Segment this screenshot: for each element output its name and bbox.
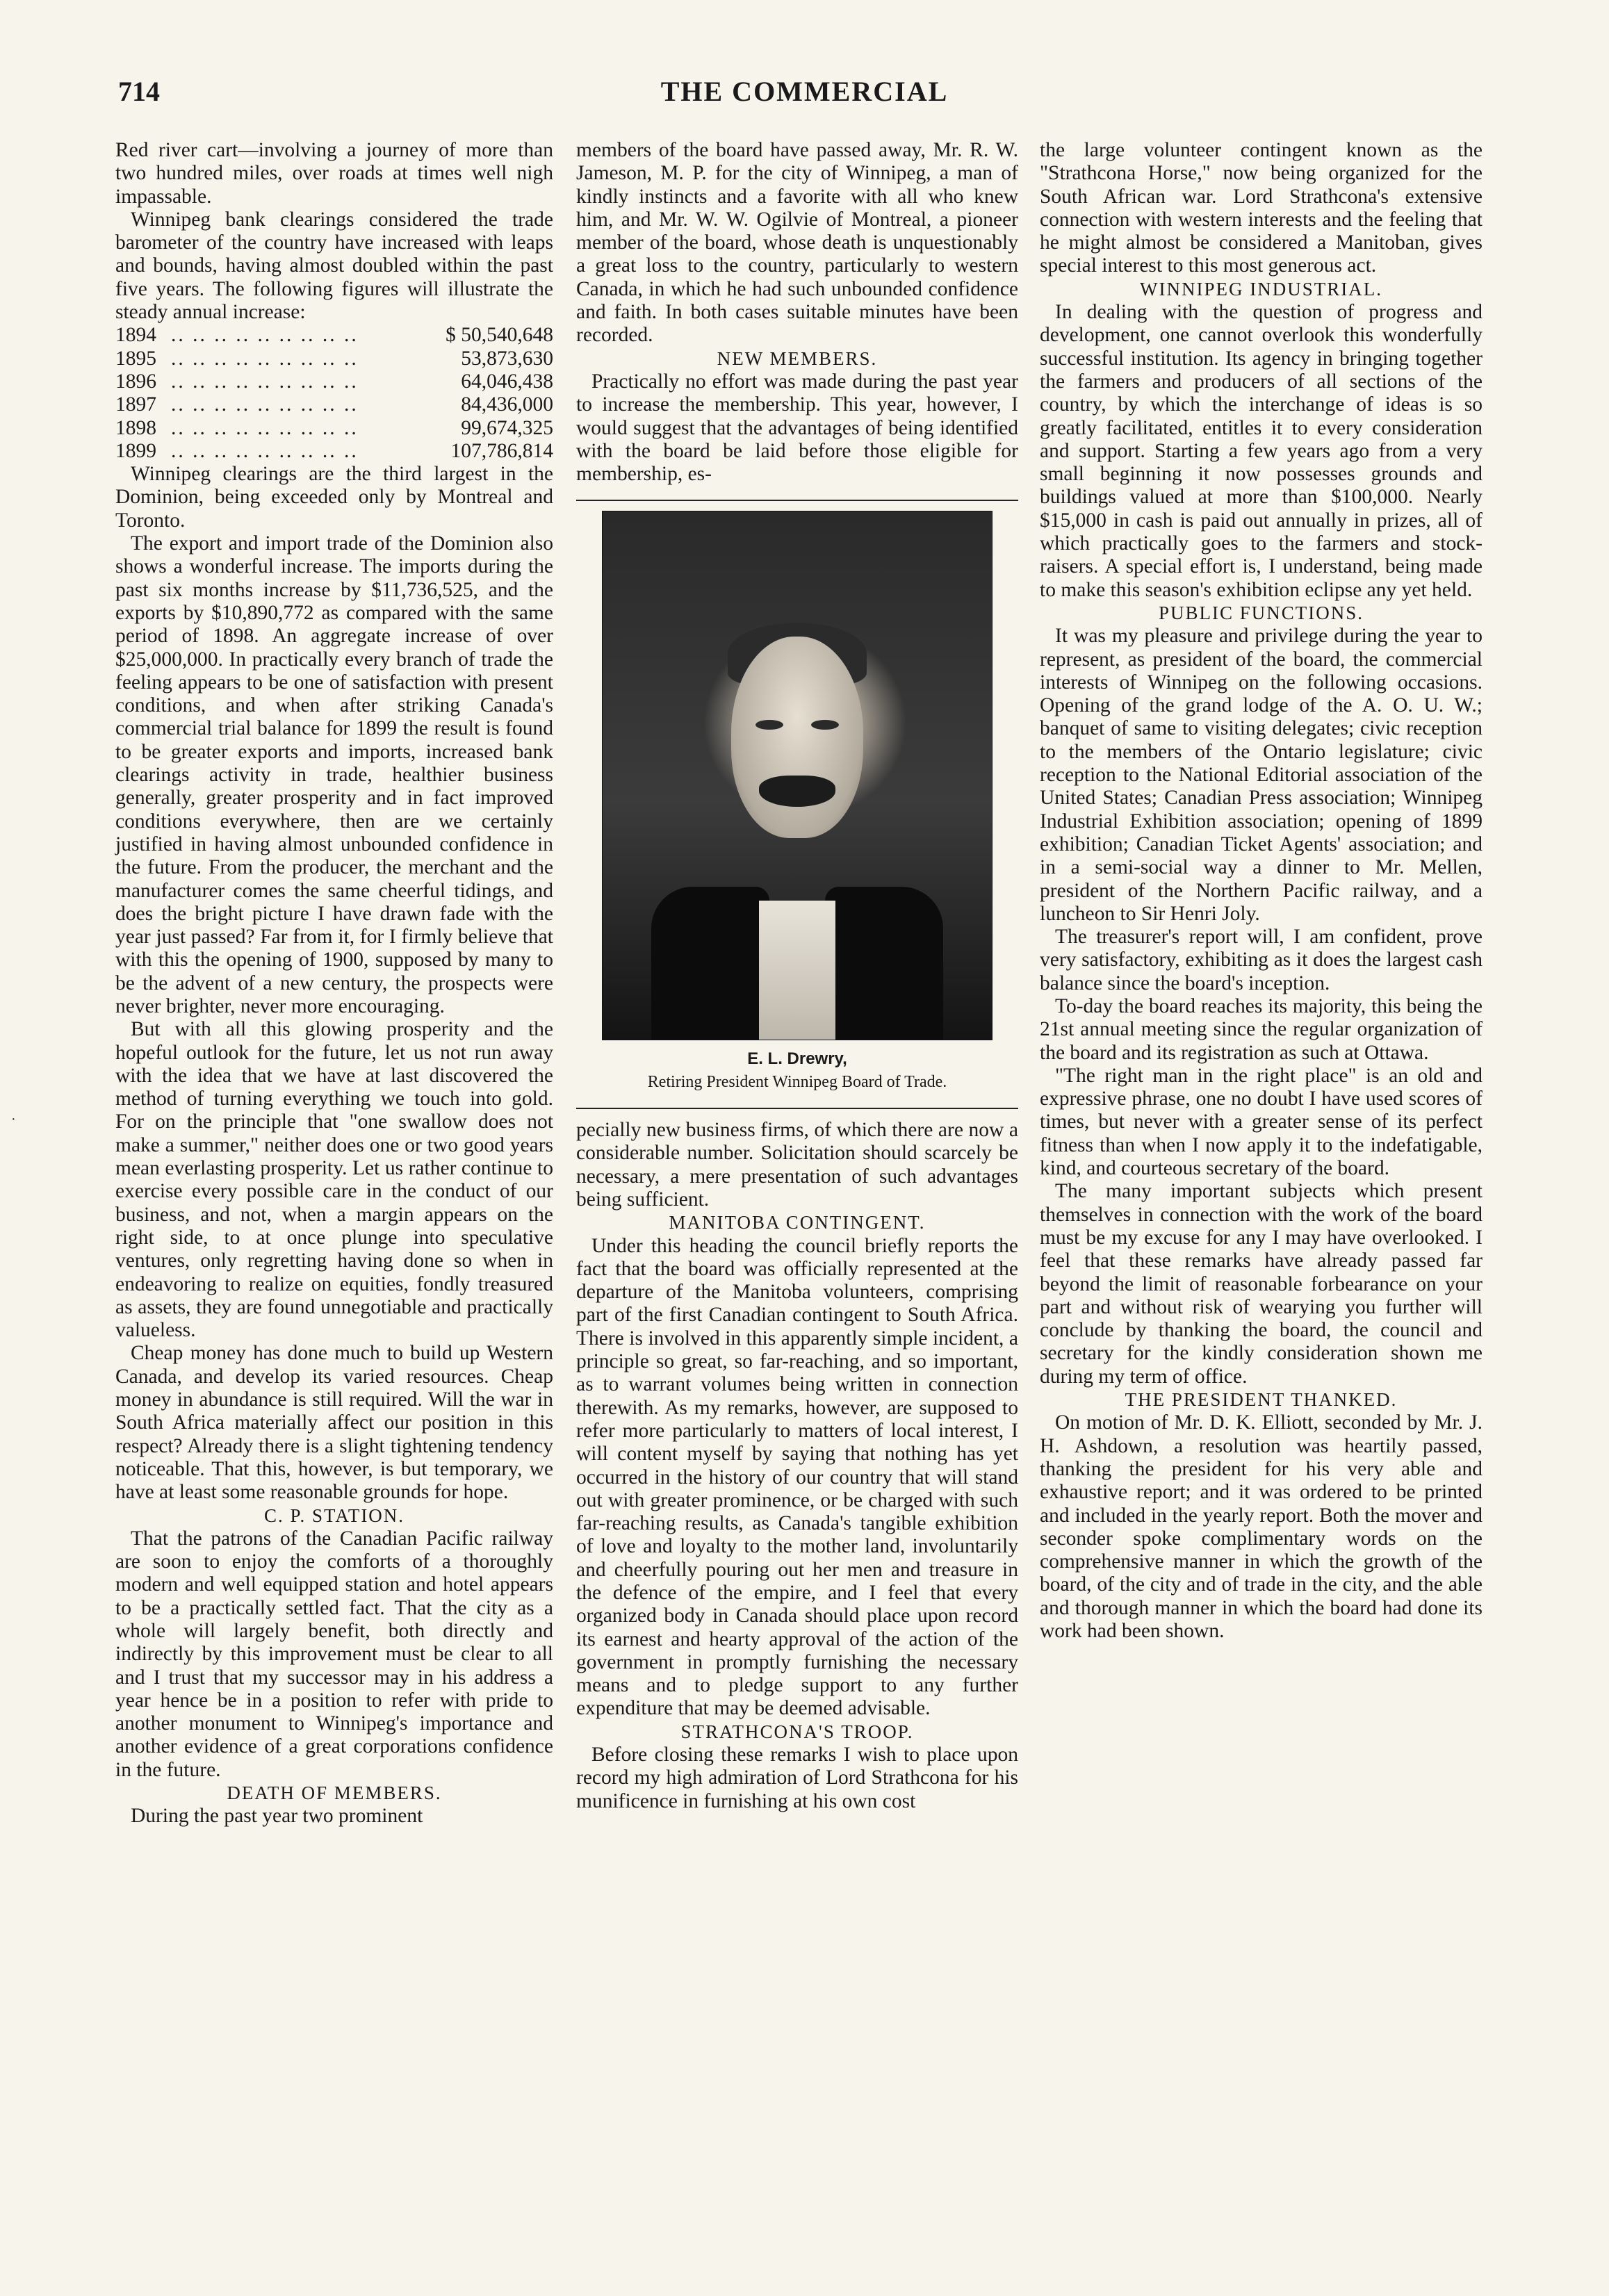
masthead-title: THE COMMERCIAL: [660, 76, 949, 107]
amount-cell: $ 50,540,648: [446, 324, 553, 347]
paragraph: That the patrons of the Canadian Pacific railway are soon to enjoy the comforts of a thoroughly modern and well equipped station and hotel appears to be a practically settled fact. That the city as a whole will largely benefit, both directly and indirectly by this improvement must be clear to all and I trust that my successor may in his address a year hence be in a position to refer with pride to another monument to Winnipeg's importance and another evidence of a great corporations confidence in the future.: [115, 1527, 553, 1781]
paragraph: Winnipeg bank clearings considered the trade barometer of the country have increased with leaps and bounds, having almost doubled within the past five years. The following figures will illustrate the steady annual increase:: [115, 208, 553, 324]
divider: [576, 1108, 1018, 1109]
paragraph: Practically no effort was made during the past year to increase the membership. This year, however, I would suggest that the advantages of being identified with the board be laid before those eligible for membership, es-: [576, 370, 1018, 486]
column-2: [576, 139, 1018, 1813]
paragraph: pecially new business firms, of which there are now a considerable number. Solicitation should scarcely be necessary, a mere presentation of such advantages being sufficient.: [576, 1119, 1018, 1211]
divider: [576, 500, 1018, 501]
year-cell: 1894: [115, 324, 156, 347]
year-cell: 1899: [115, 439, 156, 462]
caption-name: E. L. Drewry,: [747, 1049, 847, 1069]
year-cell: 1898: [115, 416, 156, 439]
paragraph: But with all this glowing prosperity and the hopeful outlook for the future, let us not run away with the idea that we have at last discovered the method of turning everything we touch into gold. For on the principle that "one swallow does not make a summer," neither does one or two good years mean everlasting prosperity. Let us rather continue to exercise every possible care in the conduct of our business, and not, when a margin appears on the right side, to at once plunge into speculative ventures, only regretting having done so when in endeavoring to realize on equities, fondly treasured as assets, they are found unnegotiable and practically valueless.: [115, 1018, 553, 1342]
amount-cell: 84,436,000: [461, 393, 553, 416]
paragraph: It was my pleasure and privilege during the year to represent, as president of the board, the commercial interests of Winnipeg on the following occasions. Opening of the grand lodge of the A. O. U. W.; banquet of same to visiting delegates; civic reception to the members of the Ontario legislature; civic reception to the National Editorial association of the United States; Canadian Press association; Winnipeg Industrial Exhibition association; opening of 1899 exhibition; Canadian Ticket Agents' association; and in a semi-social way a dinner to Mr. Mellen, president of the Northern Pacific railway, and a luncheon to Sir Henri Joly.: [1040, 625, 1483, 925]
column-1: [115, 139, 553, 1828]
section-heading: THE PRESIDENT THANKED.: [1125, 1389, 1398, 1411]
year-cell: 1897: [115, 393, 156, 416]
amount-cell: 107,786,814: [450, 439, 553, 462]
paragraph: The treasurer's report will, I am confident, prove very satisfactory, exhibiting as it does the largest cash balance since the board's inception.: [1040, 926, 1483, 994]
amount-cell: 53,873,630: [461, 347, 553, 370]
amount-cell: 99,674,325: [461, 416, 553, 439]
paragraph: Red river cart—involving a journey of more than two hundred miles, over roads at times well nigh impassable.: [115, 139, 553, 208]
column-3: [1040, 139, 1483, 1643]
section-heading: WINNIPEG INDUSTRIAL.: [1140, 278, 1382, 300]
paragraph: On motion of Mr. D. K. Elliott, seconded by Mr. J. H. Ashdown, a resolution was heartily passed, thanking the president for his very able and exhaustive report; and it was ordered to be printed and included in the yearly report. Both the mover and seconder spoke complimentary words on the comprehensive manner in which the growth of the board, of the city and of trade in the city, and the able and thorough manner in which the board had done its work had been shown.: [1040, 1411, 1483, 1642]
margin-mark: ·: [11, 1112, 16, 1127]
year-cell: 1896: [115, 370, 156, 393]
paragraph: members of the board have passed away, Mr. R. W. Jameson, M. P. for the city of Winnipeg, a man of kindly instincts and a favorite with all who knew him, and Mr. W. W. Ogilvie of Montreal, a pioneer member of the board, whose death is unquestionably a great loss to the country, particularly to western Canada, in which he had such unbounded confidence and faith. In both cases suitable minutes have been recorded.: [576, 139, 1018, 347]
section-heading: MANITOBA CONTINGENT.: [669, 1212, 926, 1233]
paragraph: the large volunteer contingent known as the "Strathcona Horse," now being organized for the South African war. Lord Strathcona's extensive connection with western interests and the feeling that he might almost be considered a Manitoban, gives special interest to this most generous act.: [1040, 139, 1483, 277]
table-row: 1895 .. .. .. .. .. .. .. .. .. 53,873,630: [115, 347, 553, 370]
section-heading: C. P. STATION.: [263, 1504, 405, 1526]
year-cell: 1895: [115, 347, 156, 370]
paragraph: Before closing these remarks I wish to place upon record my high admiration of Lord Strathcona for his munificence in furnishing at his own cost: [576, 1744, 1018, 1812]
paragraph: Cheap money has done much to build up Western Canada, and develop its varied resources. Cheap money in abundance is still required. Will the war in South Africa materially affect our position in this respect? Already there is a slight tightening tendency noticeable. That this, however, is but temporary, we have at least some reasonable grounds for hope.: [115, 1342, 553, 1504]
table-row: 1899 .. .. .. .. .. .. .. .. .. 107,786,814: [115, 439, 553, 462]
paragraph: To-day the board reaches its majority, this being the 21st annual meeting since the regular organization of the board and its registration as such at Ottawa.: [1040, 994, 1483, 1064]
page-header: [97, 75, 1512, 124]
paragraph: The many important subjects which present themselves in connection with the work of the board must be my excuse for any I may have overlooked. I feel that these remarks have already passed far beyond the limit of reasonable forbearance on your part and without risk of wearying you further will conclude by thanking the board, the council and secretary for the kindly consideration shown me during my term of office.: [1040, 1180, 1483, 1388]
section-heading: PUBLIC FUNCTIONS.: [1158, 602, 1364, 623]
table-row: 1896 .. .. .. .. .. .. .. .. .. 64,046,438: [115, 370, 553, 393]
paragraph: Under this heading the council briefly reports the fact that the board was officially represented at the departure of the Manitoba volunteers, comprising part of the first Canadian contingent to South Africa. There is involved in this apparently simple incident, a principle so great, so far-reaching, and so important, as to warrant volumes being written in connection therewith. As my remarks, however, are supposed to refer more particularly to matters of local interest, I will content myself by saying that nothing has yet occurred in the history of our country that will stand out with greater prominence, or be charged with such far-reaching results, as Canada's tangible exhibition of love and loyalty to the mother land, involuntarily and cheerfully pouring out her men and treasure in the defence of the empire, and I feel that every organized body in Canada should place upon record its earnest and hearty approval of the action of the government in promptly furnishing the necessary means and to pledge support to any further expenditure that may be deemed advisable.: [576, 1234, 1018, 1720]
table-row: 1894 .. .. .. .. .. .. .. .. .. $ 50,540,648: [115, 324, 553, 347]
portrait-photo: [602, 511, 993, 1040]
paragraph: Winnipeg clearings are the third largest in the Dominion, being exceeded only by Montreal and Toronto.: [115, 463, 553, 532]
caption-subtitle: Retiring President Winnipeg Board of Trade.: [647, 1072, 947, 1091]
section-heading: STRATHCONA'S TROOP.: [680, 1721, 914, 1742]
paragraph: In dealing with the question of progress and development, one cannot overlook this wonderfully successful institution. Its agency in bringing together the farmers and producers of all sections of the country, by which the interchange of ideas is so greatly facilitated, entitles it to every consideration and support. Starting a few years ago from a very small beginning it now possesses grounds and buildings valued at more than $100,000. Nearly $15,000 in cash is paid out annually in prizes, all of which practically goes to the farmers and stock-raisers. A special effort is, I understand, being made to make this season's exhibition eclipse any yet held.: [1040, 301, 1483, 601]
portrait-figure: [576, 511, 1018, 1094]
amount-cell: 64,046,438: [461, 370, 553, 393]
bank-clearings-table: [115, 324, 553, 463]
paragraph: The export and import trade of the Dominion also shows a wonderful increase. The imports during the past six months increase by $11,736,525, and the exports by $10,890,772 as compared with the same period of 1898. An aggregate increase of over $25,000,000. In practically every branch of trade the feeling appears to be one of satisfaction with present conditions, and when after striking Canada's commercial trial balance for 1899 the result is found to be greater exports and imports, increased bank clearings activity in trade, healthier business generally, greater prosperity and in fact improved conditions everywhere, then are we certainly justified in having almost unbounded confidence in the future. From the producer, the merchant and the manufacturer comes the same cheerful tidings, and does the bright picture I have drawn fade with the year just passed? Far from it, for I firmly believe that with this the opening of 1900, supposed by many to be the advent of a new century, the prospects were never brighter, never more encouraging.: [115, 532, 553, 1017]
table-row: 1898 .. .. .. .. .. .. .. .. .. 99,674,325: [115, 416, 553, 439]
section-heading: NEW MEMBERS.: [717, 347, 878, 369]
section-heading: DEATH OF MEMBERS.: [227, 1782, 442, 1804]
paragraph: During the past year two prominent: [131, 1805, 423, 1828]
table-row: 1897 .. .. .. .. .. .. .. .. .. 84,436,000: [115, 393, 553, 416]
page-number: 714: [118, 76, 160, 107]
paragraph: "The right man in the right place" is an old and expressive phrase, one no doubt I have used scores of times, but never with a greater sense of its perfect fitness than when I now apply it to the indefatigable, kind, and courteous secretary of the board.: [1040, 1064, 1483, 1180]
